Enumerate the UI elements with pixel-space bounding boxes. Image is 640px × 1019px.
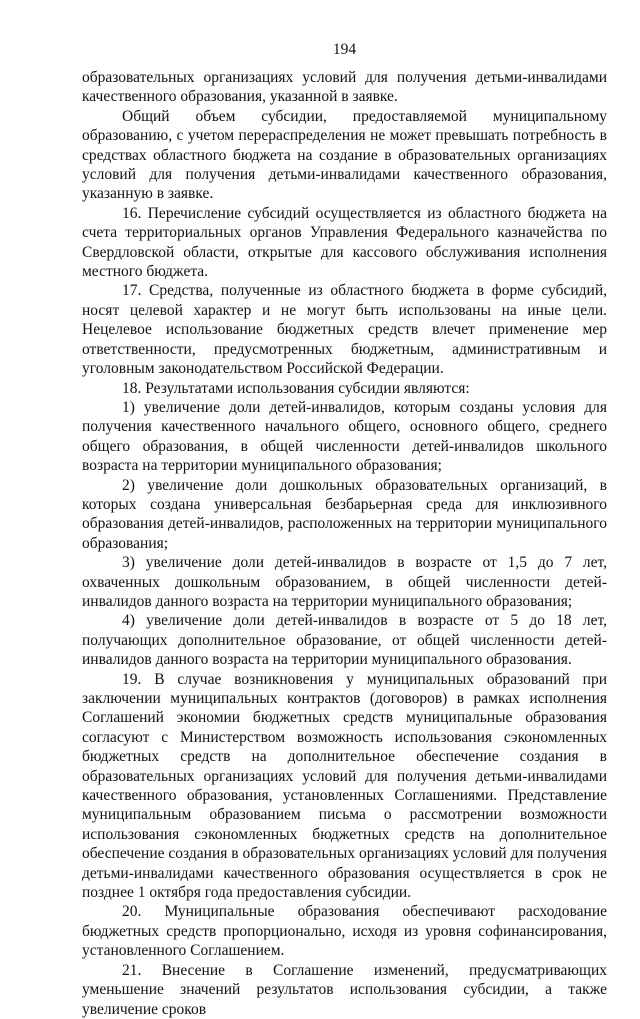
paragraph: 4) увеличение доли детей-инвалидов в возрасте от 5 до 18 лет, получающих дополнительное образование, от общей численности детей-инвалидов данного возраста на территории муниципального образования.: [82, 612, 607, 669]
paragraph: 2) увеличение доли дошкольных образовательных организаций, в которых создана универсальная безбарьерная среда для инклюзивного образования детей-инвалидов, расположенных на территории муниципального образования;: [82, 476, 607, 552]
paragraph: 16. Перечисление субсидий осуществляется из областного бюджета на счета территориальных органов Управления Федерального казначейства по Свердловской области, открытые для кассового обслуживания исполнения местного бюджета.: [82, 204, 607, 281]
paragraph: 17. Средства, полученные из областного бюджета в форме субсидий, носят целевой характер и не могут быть использованы на иные цели. Нецелевое использование бюджетных средств влечет применение мер ответственности, предусмотренных бюджетным, административным и уголовным законодательством Российской Федерации.: [82, 282, 607, 378]
paragraph: 3) увеличение доли детей-инвалидов в возрасте от 1,5 до 7 лет, охваченных дошкольным образованием, в общей численности детей-инвалидов данного возраста на территории муниципального образования;: [82, 554, 607, 610]
document-body: [82, 68, 607, 1019]
paragraph: образовательных организациях условий для получения детьми-инвалидами качественного образования, указанной в заявке.: [82, 69, 607, 106]
paragraph: Общий объем субсидии, предоставляемой муниципальному образованию, с учетом перераспределения не может превышать потребность в средствах областного бюджета на создание в образовательных организациях условий для получения детьми-инвалидами качественного образования, указанную в заявке.: [82, 107, 607, 203]
paragraph: 19. В случае возникновения у муниципальных образований при заключении муниципальных контрактов (договоров) в рамках исполнения Соглашений экономии бюджетных средств муниципальные образования согласуют с Министерством возможность использования сэкономленных бюджетных средств на дополнительное обеспечение создания в образовательных организациях условий для получения детьми-инвалидами качественного образования, установленных Соглашениями. Представление муниципальным образованием письма о рассмотрении возможности использования сэкономленных бюджетных средств на дополнительное обеспечение создания в образовательных организациях условий для получения детьми-инвалидами качественного образования осуществляется в срок не позднее 1 октября года предоставления субсидии.: [82, 670, 607, 902]
paragraph: 20. Муниципальные образования обеспечивают расходование бюджетных средств пропорционально, исходя из уровня софинансирования, установленного Соглашением.: [82, 903, 607, 960]
page-number: 194: [332, 41, 357, 58]
paragraph: 18. Результатами использования субсидии являются:: [122, 379, 470, 397]
paragraph: 21. Внесение в Соглашение изменений, предусматривающих уменьшение значений результатов использования субсидии, а также увеличение сроков: [82, 961, 607, 1018]
paragraph: 1) увеличение доли детей-инвалидов, которым созданы условия для получения качественного начального общего, основного общего, среднего общего образования, в общей численности детей-инвалидов школьного возраста на территории муниципального образования;: [82, 398, 607, 475]
